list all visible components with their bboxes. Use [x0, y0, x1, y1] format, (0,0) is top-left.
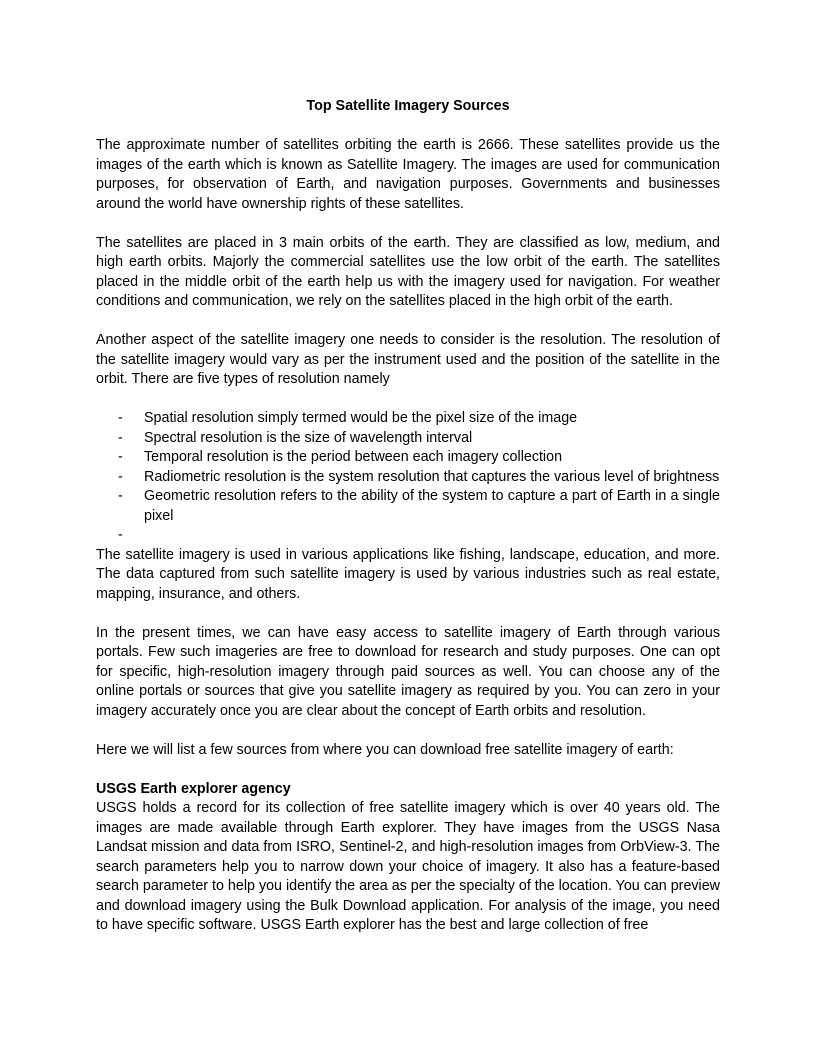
list-item-text: [144, 527, 148, 543]
document-page: [96, 97, 720, 936]
list-bullet: -: [118, 410, 123, 426]
paragraph-resolution-intro: Another aspect of the satellite imagery one needs to consider is the resolution. The resolution of the satellite imagery would vary as per the instrument used and the position of the satellite in the orbit. There are five types of resolution namely: [96, 332, 720, 387]
list-item: [96, 429, 720, 449]
paragraph-sources-intro: Here we will list a few sources from where you can download free satellite imagery of earth:: [96, 741, 674, 758]
list-item: [96, 487, 720, 526]
list-item: [96, 468, 720, 488]
list-item-text: Spatial resolution simply termed would be the pixel size of the image: [144, 410, 578, 426]
list-bullet: -: [118, 488, 123, 504]
list-item: [96, 448, 720, 468]
list-bullet: -: [118, 449, 123, 465]
list-item: [96, 409, 720, 429]
document-title: Top Satellite Imagery Sources: [306, 98, 510, 114]
section-body-usgs: USGS holds a record for its collection of free satellite imagery which is over 40 years old. The images are made available through Earth explorer. They have images from the USGS Nasa Landsat mission and data from ISRO, Sentinel-2, and high-resolution images from OrbView-3. The search parameters help you to narrow down your choice of imagery. It also has a feature-based search parameter to help you identify the area as per the specialty of the location. You can preview and download imagery using the Bulk Download application. For analysis of the image, you need to have specific software. USGS Earth explorer has the best and large collection of free: [96, 800, 720, 933]
list-bullet: -: [118, 429, 123, 446]
section-heading-usgs: USGS Earth explorer agency: [96, 780, 291, 797]
list-item-text: Radiometric resolution is the system resolution that captures the various level of brightness: [144, 468, 720, 485]
paragraph-satellite-count: The approximate number of satellites orbiting the earth is 2666. These satellites provide us the images of the earth which is known as Satellite Imagery. The images are used for communication purposes, for observation of Earth, and navigation purposes. Governments and businesses around the world have ownership rights of these satellites.: [96, 137, 720, 212]
list-bullet: -: [118, 527, 123, 543]
list-item-text: Geometric resolution refers to the ability of the system to capture a part of Earth in a single pixel: [144, 488, 720, 524]
resolution-types-list: [96, 409, 720, 546]
list-item-text: Temporal resolution is the period between each imagery collection: [144, 449, 563, 465]
list-bullet: -: [118, 468, 123, 485]
paragraph-access-portals: In the present times, we can have easy access to satellite imagery of Earth through various portals. Few such imageries are free to download for research and study purposes. One can opt for specific, high-resolution imagery through paid sources as well. You can choose any of the online portals or sources that give you satellite imagery as required by you. You can zero in your imagery accurately once you are clear about the concept of Earth orbits and resolution.: [96, 624, 720, 719]
paragraph-orbits: The satellites are placed in 3 main orbits of the earth. They are classified as low, medium, and high earth orbits. Majorly the commercial satellites use the low orbit of the earth. The satellites placed in the middle orbit of the earth help us with the imagery used for navigation. For weather conditions and communication, we rely on the satellites placed in the high orbit of the earth.: [96, 234, 720, 309]
paragraph-applications: The satellite imagery is used in various applications like fishing, landscape, education, and more. The data captured from such satellite imagery is used by various industries such as real estate, mapping, insurance, and others.: [96, 546, 720, 602]
list-item-empty: [96, 526, 720, 546]
list-item-text: Spectral resolution is the size of wavelength interval: [144, 429, 473, 446]
